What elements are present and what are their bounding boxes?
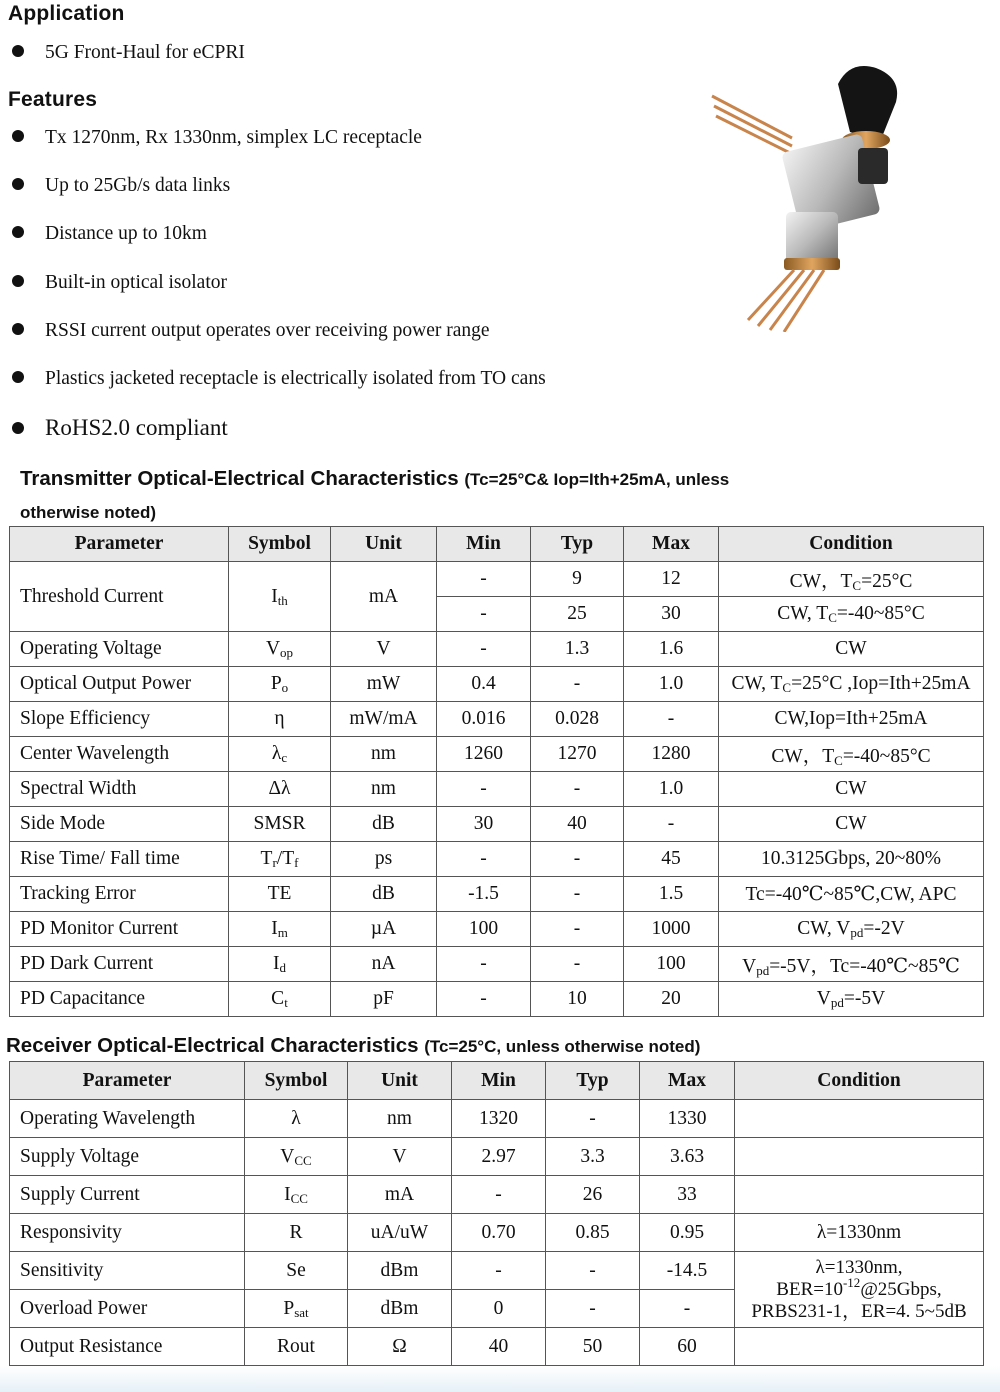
table-row: Side Mode SMSR dB 30 40 - CW (10, 807, 984, 842)
application-item: 5G Front-Haul for eCPRI (12, 42, 245, 64)
application-heading: Application (8, 2, 125, 25)
table-row: Responsivity R uA/uW 0.70 0.85 0.95 λ=1330nm (10, 1214, 984, 1252)
col-header: Max (624, 527, 719, 562)
tx-characteristics-table (9, 526, 984, 1017)
col-header: Parameter (10, 1062, 245, 1100)
merged-condition-cell: λ=1330nm, $BER=10^{-12}@25Gbps$, PRBS231-1，ER=4. 5~5dB (735, 1252, 984, 1328)
table-row: PD Dark Current $I_d$ nA - - 100 $V_{pd}=-5V$，Tc=-40℃~85℃ (10, 947, 984, 982)
bullet-icon (12, 226, 24, 238)
bullet-icon (12, 275, 24, 287)
table-row: PD Monitor Current $I_m$ µA 100 - 1000 CW, $V_{pd}=-2V$ (10, 912, 984, 947)
bullet-icon (12, 371, 24, 383)
table-row: Rise Time/ Fall time $T_r/T_f$ ps - - 45 10.3125Gbps, 20~80% (10, 842, 984, 877)
table-row: Spectral Width Δλ nm - - 1.0 CW (10, 772, 984, 807)
bullet-icon (12, 130, 24, 142)
bullet-icon (12, 323, 24, 335)
footer-band (0, 1366, 1000, 1392)
feature-item: Up to 25Gb/s data links (12, 175, 230, 197)
feature-item: RoHS2.0 compliant (12, 415, 228, 441)
table-row: Tracking Error TE dB -1.5 - 1.5 Tc=-40℃~85℃,CW, APC (10, 877, 984, 912)
feature-item: Tx 1270nm, Rx 1330nm, simplex LC receptacle (12, 127, 422, 149)
col-header: Parameter (10, 527, 229, 562)
bullet-icon (12, 422, 24, 434)
tx-section-title: Transmitter Optical-Electrical Characteristics (Tc=25°C& Iop=Ith+25mA, unless otherwise noted) (20, 467, 730, 522)
bosa-component-icon (700, 62, 930, 332)
table-row: Threshold Current $I_{th}$ mA - 9 12 CW，$T_C=25^\circ C$ (10, 562, 984, 597)
col-header: Unit (348, 1062, 452, 1100)
col-header: Condition (719, 527, 984, 562)
rx-characteristics-table (9, 1061, 984, 1366)
table-header-row (10, 1062, 984, 1100)
col-header: Symbol (245, 1062, 348, 1100)
table-row: Center Wavelength $\lambda_c$ nm 1260 1270 1280 CW，$T_C=-40\sim 85^\circ C$ (10, 737, 984, 772)
bullet-icon (12, 178, 24, 190)
col-header: Max (640, 1062, 735, 1100)
rx-section-title: Receiver Optical-Electrical Characteristics (Tc=25°C, unless otherwise noted) (6, 1034, 701, 1057)
col-header: Symbol (229, 527, 331, 562)
table-header-row (10, 527, 984, 562)
table-row: Operating Wavelength λ nm 1320 - 1330 (10, 1100, 984, 1138)
feature-item: RSSI current output operates over receiving power range (12, 320, 490, 342)
col-header: Min (452, 1062, 546, 1100)
feature-item: Built-in optical isolator (12, 272, 227, 294)
table-row: Slope Efficiency η mW/mA 0.016 0.028 - CW,Iop=Ith+25mA (10, 702, 984, 737)
col-header: Min (437, 527, 531, 562)
feature-item: Distance up to 10km (12, 223, 207, 245)
table-row: Operating Voltage $V_{op}$ V - 1.3 1.6 CW (10, 632, 984, 667)
table-row: Overload Power $P_{sat}$ dBm 0 - - (10, 1290, 984, 1328)
table-row: Supply Voltage $V_{CC}$ V 2.97 3.3 3.63 (10, 1138, 984, 1176)
table-row: Output Resistance Rout Ω 40 50 60 (10, 1328, 984, 1366)
feature-item: Plastics jacketed receptacle is electrically isolated from TO cans (12, 368, 546, 390)
col-header: Unit (331, 527, 437, 562)
col-header: Typ (531, 527, 624, 562)
table-row: Optical Output Power $P_o$ mW 0.4 - 1.0 CW, $T_C=25^\circ C$ ,Iop=Ith+25mA (10, 667, 984, 702)
bullet-icon (12, 45, 24, 57)
features-heading: Features (8, 88, 98, 111)
table-row: PD Capacitance $C_t$ pF - 10 20 $V_{pd}=-5V$ (10, 982, 984, 1017)
table-row: Supply Current $I_{CC}$ mA - 26 33 (10, 1176, 984, 1214)
table-row: - 25 30 CW, $T_C=-40\sim 85^\circ C$ (10, 597, 984, 632)
table-row: Sensitivity Se dBm - - -14.5 λ=1330nm, $BER=10^{-12}@25Gbps$, PRBS231-1，ER=4. 5~5dB (10, 1252, 984, 1290)
col-header: Condition (735, 1062, 984, 1100)
col-header: Typ (546, 1062, 640, 1100)
